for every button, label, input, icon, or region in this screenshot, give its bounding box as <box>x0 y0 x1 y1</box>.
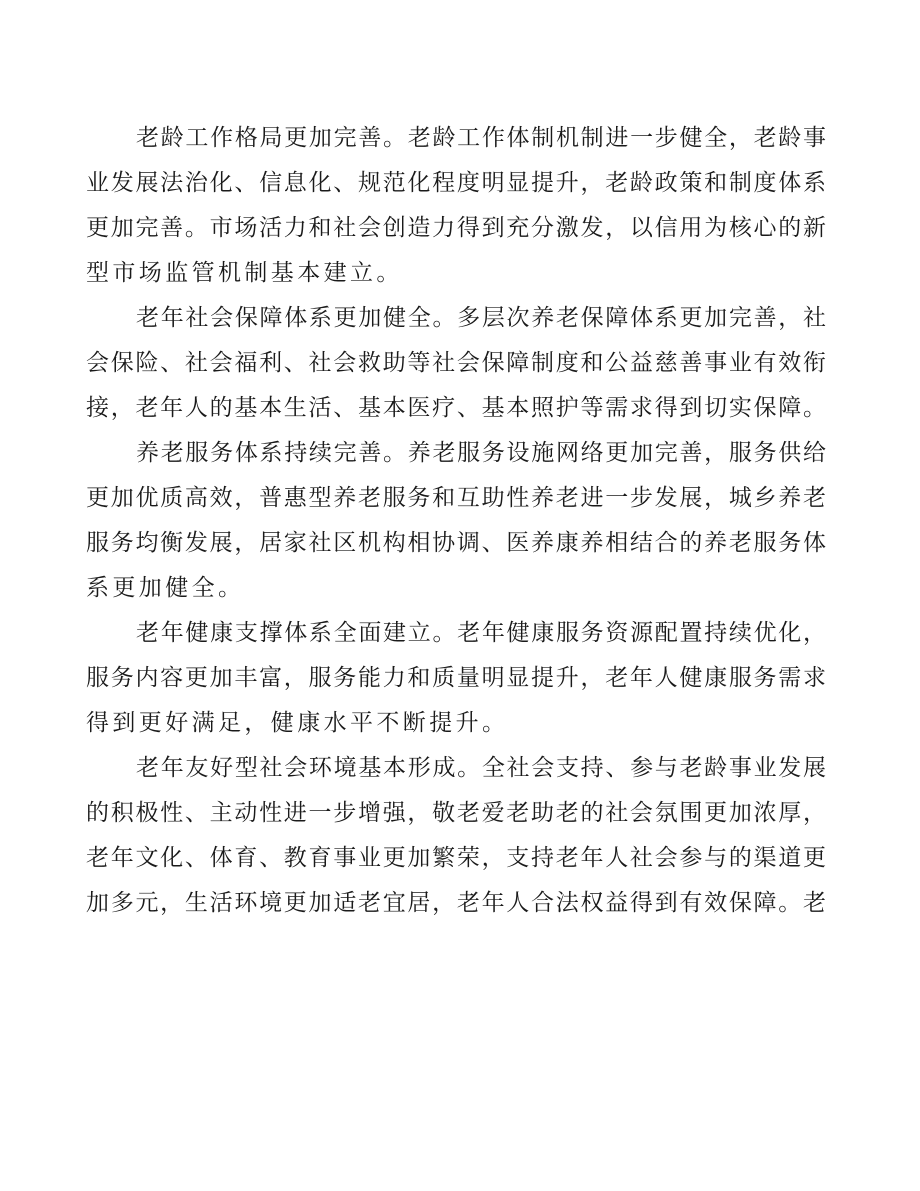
paragraph-line: 服务内容更加丰富，服务能力和质量明显提升，老年人健康服务需求 <box>86 665 826 691</box>
paragraph-line: 老年社会保障体系更加健全。多层次养老保障体系更加完善，社 <box>136 305 826 331</box>
paragraph-line: 老年友好型社会环境基本形成。全社会支持、参与老龄事业发展 <box>136 755 826 781</box>
paragraph-line: 养老服务体系持续完善。养老服务设施网络更加完善，服务供给 <box>136 440 826 466</box>
paragraph-line: 服务均衡发展，居家社区机构相协调、医养康养相结合的养老服务体 <box>86 530 826 556</box>
paragraph-line: 老年文化、体育、教育事业更加繁荣，支持老年人社会参与的渠道更 <box>86 845 826 871</box>
paragraph-social-security <box>86 296 826 431</box>
paragraph-line: 的积极性、主动性进一步增强，敬老爱老助老的社会氛围更加浓厚， <box>86 800 826 826</box>
paragraph-line: 老年健康支撑体系全面建立。老年健康服务资源配置持续优化， <box>136 620 826 646</box>
paragraph-aging-work-pattern <box>86 116 826 296</box>
paragraph-elderly-care-services <box>86 431 826 611</box>
paragraph-line: 会保险、社会福利、社会救助等社会保障制度和公益慈善事业有效衔 <box>86 350 826 376</box>
paragraph-line: 业发展法治化、信息化、规范化程度明显提升，老龄政策和制度体系 <box>86 170 826 196</box>
paragraph-line: 型市场监管机制基本建立。 <box>86 260 403 286</box>
paragraph-line: 更加优质高效，普惠型养老服务和互助性养老进一步发展，城乡养老 <box>86 485 826 511</box>
paragraph-line: 得到更好满足，健康水平不断提升。 <box>86 710 509 736</box>
paragraph-line: 老龄工作格局更加完善。老龄工作体制机制进一步健全，老龄事 <box>136 125 826 151</box>
document-body <box>86 116 826 926</box>
paragraph-line: 接，老年人的基本生活、基本医疗、基本照护等需求得到切实保障。 <box>86 395 826 421</box>
paragraph-line: 更加完善。市场活力和社会创造力得到充分激发，以信用为核心的新 <box>86 215 826 241</box>
paragraph-age-friendly-society <box>86 746 826 926</box>
paragraph-health-support <box>86 611 826 746</box>
paragraph-line: 系更加健全。 <box>86 575 245 601</box>
paragraph-line: 加多元，生活环境更加适老宜居，老年人合法权益得到有效保障。老 <box>86 890 826 916</box>
